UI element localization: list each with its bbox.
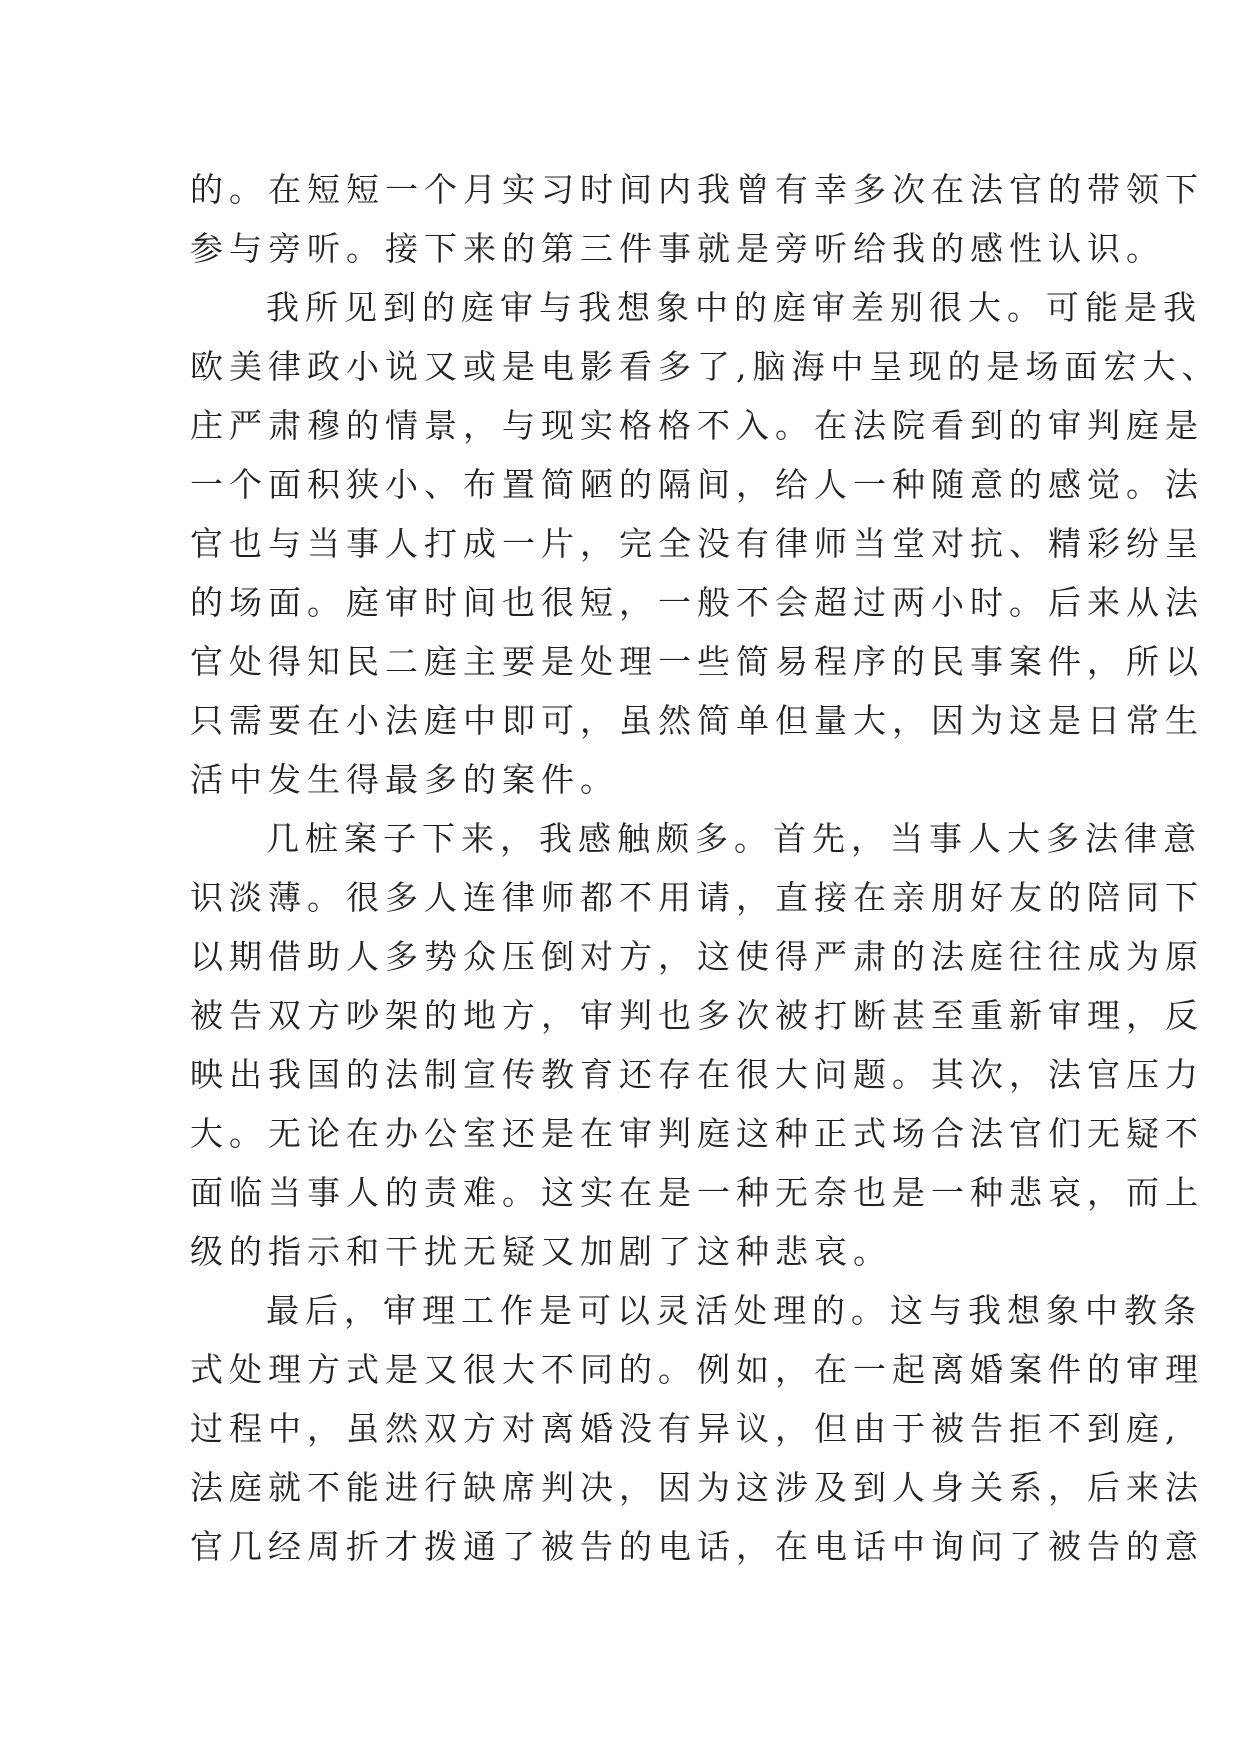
paragraph-3 [190, 809, 1204, 1281]
text-line: 官也与当事人打成一片，完全没有律师当堂对抗、精彩纷呈 [190, 524, 1204, 563]
paragraph-4 [190, 1281, 1204, 1576]
text-line: 欧美律政小说又或是电影看多了,脑海中呈现的是场面宏大、 [190, 347, 1221, 386]
text-line: 活中发生得最多的案件。 [190, 760, 619, 799]
text-line: 我所见到的庭审与我想象中的庭审差别很大。可能是我 [266, 288, 1202, 327]
text-line: 的。在短短一个月实习时间内我曾有幸多次在法官的带领下 [190, 170, 1204, 209]
text-line: 一个面积狭小、布置简陋的隔间，给人一种随意的感觉。法 [190, 465, 1204, 504]
text-line: 参与旁听。接下来的第三件事就是旁听给我的感性认识。 [190, 229, 1165, 268]
text-line: 以期借助人多势众压倒对方，这使得严肃的法庭往往成为原 [190, 937, 1204, 976]
text-line: 官几经周折才拨通了被告的电话，在电话中询问了被告的意 [190, 1527, 1204, 1566]
text-line: 面临当事人的责难。这实在是一种无奈也是一种悲哀，而上 [190, 1173, 1204, 1212]
text-line: 级的指示和干扰无疑又加剧了这种悲哀。 [190, 1232, 892, 1271]
text-line: 识淡薄。很多人连律师都不用请，直接在亲朋好友的陪同下 [190, 878, 1204, 917]
text-line: 被告双方吵架的地方，审判也多次被打断甚至重新审理，反 [190, 996, 1204, 1035]
text-line: 过程中，虽然双方对离婚没有异议，但由于被告拒不到庭, [190, 1409, 1182, 1448]
text-line: 映出我国的法制宣传教育还存在很大问题。其次，法官压力 [190, 1055, 1204, 1094]
text-line: 法庭就不能进行缺席判决，因为这涉及到人身关系，后来法 [190, 1468, 1204, 1507]
text-line: 庄严肃穆的情景，与现实格格不入。在法院看到的审判庭是 [190, 406, 1204, 445]
paragraph-2 [190, 278, 1221, 809]
text-line: 最后，审理工作是可以灵活处理的。这与我想象中教条 [266, 1291, 1202, 1330]
document-body [190, 160, 1221, 1576]
text-line: 官处得知民二庭主要是处理一些简易程序的民事案件，所以 [190, 642, 1204, 681]
text-line: 的场面。庭审时间也很短，一般不会超过两小时。后来从法 [190, 583, 1204, 622]
text-line: 只需要在小法庭中即可，虽然简单但量大，因为这是日常生 [190, 701, 1204, 740]
text-line: 几桩案子下来，我感触颇多。首先，当事人大多法律意 [266, 819, 1202, 858]
text-line: 式处理方式是又很大不同的。例如，在一起离婚案件的审理 [190, 1350, 1204, 1389]
text-line: 大。无论在办公室还是在审判庭这种正式场合法官们无疑不 [190, 1114, 1204, 1153]
paragraph-1 [190, 160, 1204, 278]
